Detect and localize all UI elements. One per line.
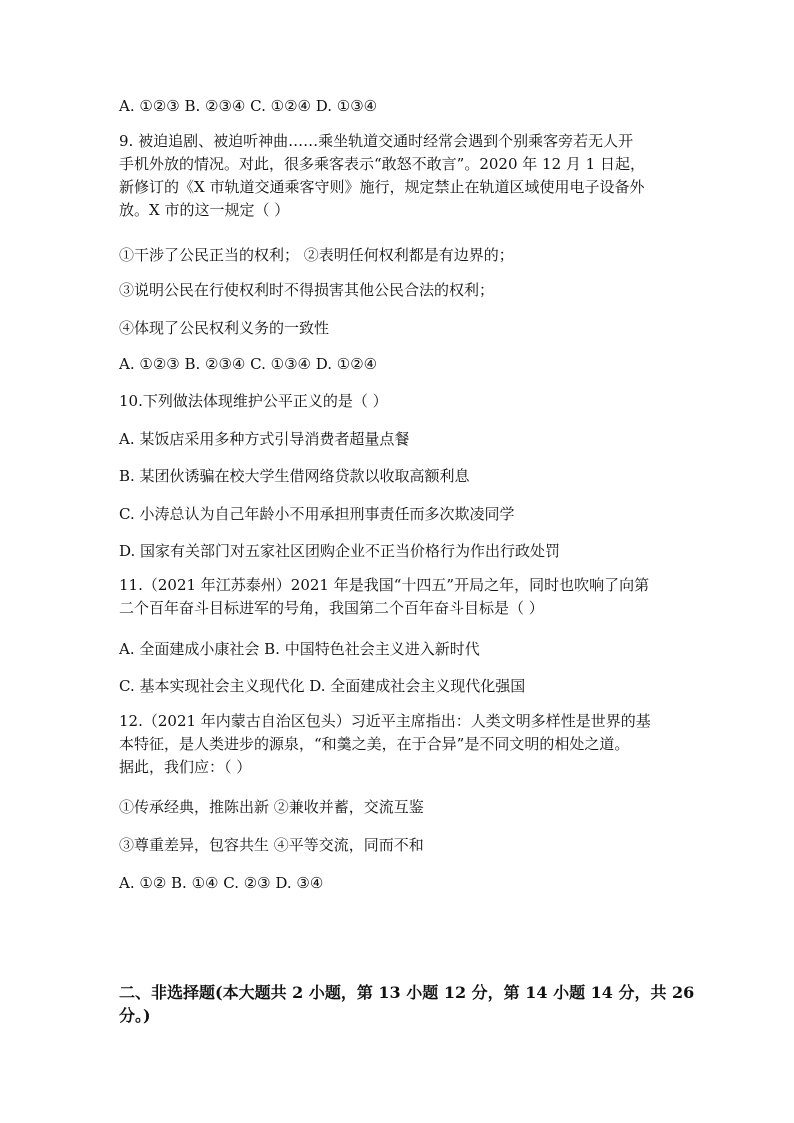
- q12-items-3-4: ③尊重差异，包容共生 ④平等交流，同而不和: [119, 836, 424, 854]
- q9-stem-line-2: 手机外放的情况。对此，很多乘客表示“敢怒不敢言”。2020 年 12 月 1 日起，: [119, 155, 645, 173]
- q9-stem-line-1: 9. 被迫追剧、被迫听神曲……乘坐轨道交通时经常会遇到个别乘客旁若无人开: [119, 132, 634, 150]
- q10-option-d: D. 国家有关部门对五家社区团购企业不正当价格行为作出行政处罚: [119, 542, 561, 560]
- q11-options-ab: A. 全面建成小康社会 B. 中国特色社会主义进入新时代: [119, 640, 480, 658]
- q9-options: A. ①②③ B. ②③④ C. ①③④ D. ①②④: [119, 355, 378, 373]
- q10-stem: 10.下列做法体现维护公平正义的是（ ）: [119, 392, 388, 410]
- section-2-heading-line-2: 分。): [119, 1006, 151, 1025]
- q11-stem-line-2: 二个百年奋斗目标进军的号角，我国第二个百年奋斗目标是（ ）: [119, 599, 544, 617]
- q10-option-b: B. 某团伙诱骗在校大学生借网络贷款以收取高额利息: [119, 467, 470, 485]
- q8-options: A. ①②③ B. ②③④ C. ①②④ D. ①③④: [119, 97, 378, 115]
- q12-stem-line-3: 据此，我们应：（ ）: [119, 758, 252, 776]
- q9-stem-line-4: 放。X 市的这一规定（ ）: [119, 201, 290, 219]
- q12-items-1-2: ①传承经典，推陈出新 ②兼收并蓄，交流互鉴: [119, 798, 424, 816]
- section-2-heading-line-1: 二、非选择题(本大题共 2 小题，第 13 小题 12 分，第 14 小题 14 分，共 26: [119, 983, 695, 1002]
- q11-options-cd: C. 基本实现社会主义现代化 D. 全面建成社会主义现代化强国: [119, 677, 526, 695]
- q10-option-a: A. 某饭店采用多种方式引导消费者超量点餐: [119, 430, 410, 448]
- q12-stem-line-2: 本特征，是人类进步的源泉，“和羹之美，在于合异”是不同文明的相处之道。: [119, 735, 630, 753]
- q9-item-3: ③说明公民在行使权利时不得损害其他公民合法的权利；: [119, 281, 495, 299]
- q12-stem-line-1: 12.（2021 年内蒙古自治区包头）习近平主席指出：人类文明多样性是世界的基: [119, 712, 651, 730]
- q11-stem-line-1: 11.（2021 年江苏泰州）2021 年是我国“十四五”开局之年，同时也吹响了向第: [119, 576, 650, 594]
- q12-stem: [119, 710, 679, 779]
- q12-options: A. ①② B. ①④ C. ②③ D. ③④: [119, 874, 324, 892]
- section-2-heading: [119, 981, 695, 1027]
- q9-item-4: ④体现了公民权利义务的一致性: [119, 319, 330, 337]
- q9-stem-line-3: 新修订的《X 市轨道交通乘客守则》施行，规定禁止在轨道区域使用电子设备外: [119, 178, 645, 196]
- q10-option-c: C. 小涛总认为自己年龄小不用承担刑事责任而多次欺凌同学: [119, 505, 515, 523]
- q9-item-1-2: ①干涉了公民正当的权利； ②表明任何权利都是有边界的；: [119, 246, 514, 264]
- q9-stem: [119, 130, 679, 222]
- q11-stem: [119, 574, 679, 620]
